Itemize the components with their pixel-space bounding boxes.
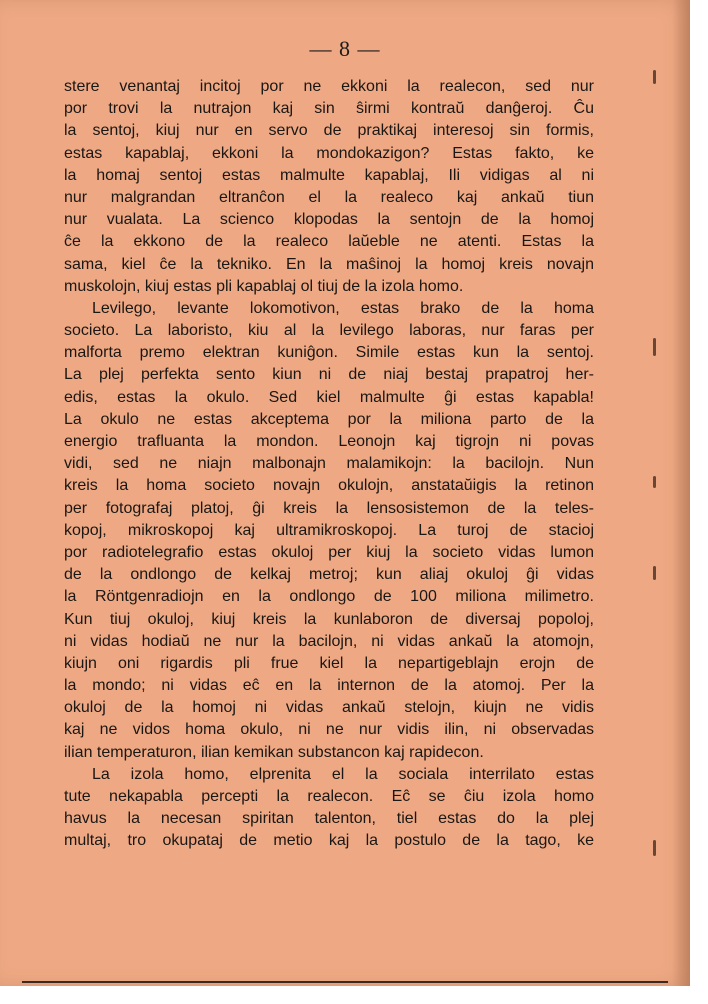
text-line: tute nekapabla percepti la realecon. Eĉ se ĉiu izola homo [64, 788, 594, 805]
text-line: de la ondlongo de kelkaj metroj; kun aliaj okuloj ĝi vidas [64, 566, 594, 584]
text-line: la sentoj, kiuj nur en servo de praktikaj interesoj sin formis, [64, 122, 594, 140]
margin-mark [653, 566, 656, 580]
paragraph [64, 76, 594, 298]
text-line: edis, estas la okulo. Sed kiel malmulte ĝi estas kapabla! [64, 388, 594, 406]
text-line: la mondo; ni vidas eĉ en la internon de la atomoj. Per la [64, 677, 594, 695]
text-line: sama, kiel ĉe la tekniko. En la maŝinoj la homoj kreis novajn [64, 255, 594, 273]
margin-mark [653, 840, 656, 856]
text-line: stere venantaj incitoj por ne ekkoni la realecon, sed nur [64, 78, 594, 95]
text-line: kiujn oni rigardis pli frue kiel la nepartigeblajn erojn de [64, 654, 594, 672]
text-line: la Röntgenradiojn en la ondlongo de 100 miliona milimetro. [64, 588, 594, 606]
text-line: nur vualata. La scienco klopodas la sentojn de la homoj [64, 211, 594, 229]
text-line: multaj, tro okupataj de metio kaj la postulo de la tago, ke [64, 832, 594, 850]
text-line: La plej perfekta sento kiun ni de niaj bestaj prapatroj her- [64, 366, 594, 384]
text-line: okuloj de la homoj ni vidas ankaŭ stelojn, kiujn ne vidis [64, 699, 594, 717]
text-line: ĉe la ekkono de la realeco laŭeble ne atenti. Estas la [64, 233, 594, 251]
text-line: vidi, sed ne niajn malbonajn malamikojn: la bacilojn. Nun [64, 455, 594, 473]
margin-mark [653, 476, 656, 488]
text-line: Kun tiuj okuloj, kiuj kreis la kunlaboron de diversaj popoloj, [64, 610, 594, 628]
text-line: la homaj sentoj estas malmulte kapablaj, Ili vidigas al ni [64, 166, 594, 184]
text-line: havus la necesan spiritan talenton, tiel estas do la plej [64, 810, 594, 828]
text-line: societo. La laboristo, kiu al la levilego laboras, nur faras per [64, 322, 594, 340]
text-line: estas kapablaj, ekkoni la mondokazigon? Estas fakto, ke [64, 144, 594, 162]
text-line: por trovi la nutrajon kaj sin ŝirmi kontraŭ danĝeroj. Ĉu [64, 100, 594, 118]
text-line: Levilego, levante lokomotivon, estas brako de la homa [92, 299, 594, 317]
text-line: ilian temperaturon, ilian kemikan substancon kaj rapidecon. [64, 743, 484, 761]
paragraph [64, 298, 594, 764]
page-bottom-edge [22, 981, 668, 983]
page-number: — 8 — [309, 36, 381, 61]
spine-shadow [672, 0, 690, 986]
text-line: energio trafluanta la mondon. Leonojn kaj tigrojn ni povas [64, 433, 594, 450]
margin-mark [653, 338, 656, 356]
text-line: per fotografaj platoj, ĝi kreis la lensosistemon de la teles- [64, 499, 594, 517]
text-line: muskolojn, kiuj estas pli kapablaj ol tiuj de la izola homo. [64, 277, 464, 295]
text-line: kreis la homa societo novajn okulojn, anstataŭigis la retinon [64, 477, 594, 495]
text-line: La okulo ne estas akceptema por la miliona parto de la [64, 410, 594, 428]
text-line: kaj ne vidos homa okulo, ni ne nur vidis ilin, ni observadas [64, 721, 594, 739]
body-text [64, 76, 594, 853]
text-line: kopoj, mikroskopoj kaj ultramikroskopoj. La turoj de stacioj [64, 521, 594, 539]
margin-mark [653, 70, 656, 84]
paragraph [64, 764, 594, 853]
text-line: por radiotelegrafio estas okuloj per kiuj la societo vidas lumon [64, 543, 594, 561]
text-line: La izola homo, elprenita el la sociala interrilato estas [92, 765, 594, 783]
text-line: ni vidas hodiaŭ ne nur la bacilojn, ni vidas ankaŭ la atomojn, [64, 632, 594, 650]
text-line: malforta premo elektran kuniĝon. Simile estas kun la sentoj. [64, 344, 594, 362]
text-line: nur malgrandan eltranĉon el la realeco kaj ankaŭ tiun [64, 188, 594, 206]
